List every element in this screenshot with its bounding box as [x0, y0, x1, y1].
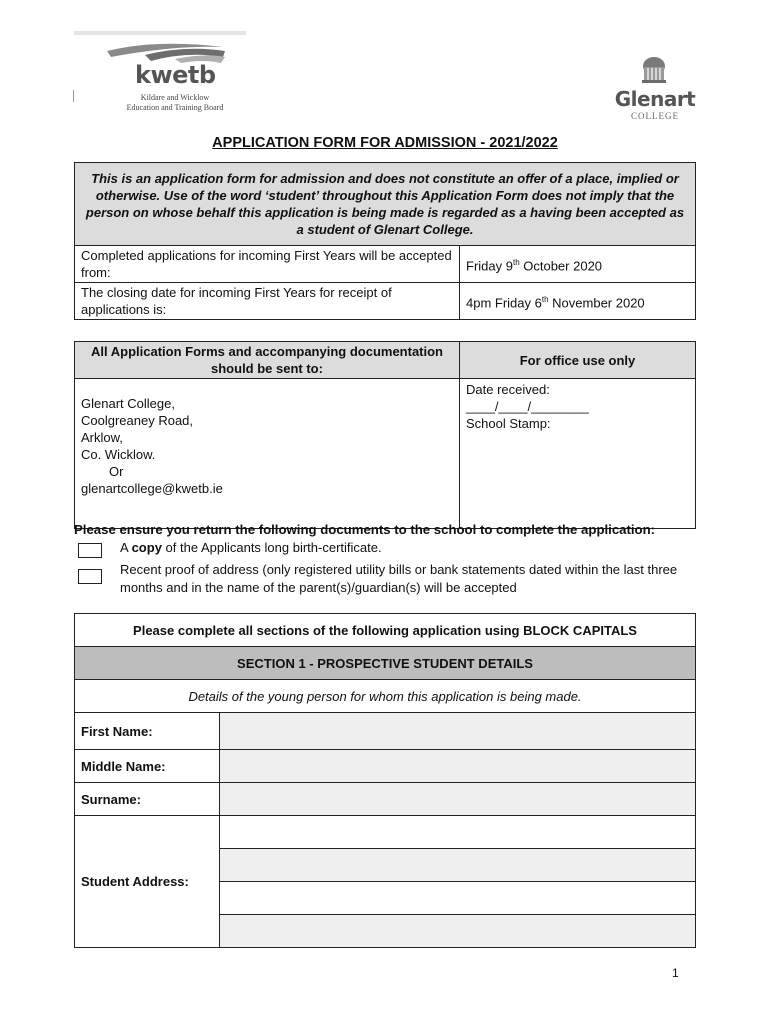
accepted-from-label: Completed applications for incoming First Years will be accepted from: — [75, 246, 460, 283]
middle-name-field[interactable] — [220, 750, 696, 783]
student-address-label: Student Address: — [75, 816, 220, 948]
closing-date-sup: th — [541, 294, 549, 304]
surname-field[interactable] — [220, 783, 696, 816]
school-stamp-label: School Stamp: — [466, 416, 551, 431]
section1-table — [74, 613, 696, 948]
closing-date-text: 4pm Friday 6 — [466, 295, 542, 311]
birth-cert-checkbox[interactable] — [78, 543, 102, 558]
accepted-date-month: October 2020 — [519, 258, 603, 274]
item1-post: of the Applicants long birth-certificate. — [161, 540, 382, 555]
margin-mark — [73, 90, 74, 102]
address-field-line2[interactable] — [220, 849, 696, 882]
middle-name-label: Middle Name: — [75, 750, 220, 783]
address-field-line1[interactable] — [220, 816, 696, 849]
first-name-label: First Name: — [75, 713, 220, 750]
proof-of-address-checkbox[interactable] — [78, 569, 102, 584]
address-line: Glenart College, — [81, 396, 175, 411]
birth-cert-item — [120, 539, 382, 557]
glenart-logo-subtext: COLLEGE — [631, 111, 679, 121]
surname-label: Surname: — [75, 783, 220, 816]
kwetb-subtitle-line2: Education and Training Board — [126, 103, 224, 112]
documents-title: Please ensure you return the following documents to the school to complete the application: — [74, 522, 656, 537]
address-line: Coolgreaney Road, — [81, 413, 194, 428]
office-use-header: For office use only — [460, 342, 696, 379]
date-received-field[interactable]: ____/____/________ — [466, 399, 589, 414]
address-field-line4[interactable] — [220, 915, 696, 948]
kwetb-logo-text: kwetb — [135, 61, 216, 89]
glenart-logo-text: Glenart — [614, 87, 696, 111]
postal-address — [75, 379, 460, 529]
send-to-table — [74, 341, 696, 529]
date-received-label: Date received: — [466, 382, 550, 397]
closing-date-label: The closing date for incoming First Years for receipt of applications is: — [75, 283, 460, 320]
disclaimer-notice: This is an application form for admission and does not constitute an offer of a place, implied or otherwise. Use of the word ‘student’ throughout this Application Form does not imply that the person on whose behalf this application is being made is regarded as a having been accepted as a student of Glenart College. — [75, 163, 696, 246]
address-line: Arklow, — [81, 430, 123, 445]
notice-table — [74, 162, 696, 320]
first-name-field[interactable] — [220, 713, 696, 750]
closing-date — [460, 283, 696, 320]
accepted-date-sup: th — [512, 257, 520, 267]
proof-of-address-item: Recent proof of address (only registered utility bills or bank statements dated within the last three months and in the name of the parent(s)/guardian(s) will be accepted — [120, 562, 678, 595]
office-use-box — [460, 379, 696, 529]
closing-date-month: November 2020 — [548, 295, 645, 311]
email-address: glenartcollege@kwetb.ie — [81, 481, 223, 496]
send-to-header: All Application Forms and accompanying documentation should be sent to: — [75, 342, 460, 379]
address-line: Co. Wicklow. — [81, 447, 156, 462]
header-rule — [74, 31, 246, 35]
accepted-from-date — [460, 246, 696, 283]
address-field-line3[interactable] — [220, 882, 696, 915]
accepted-date-text: Friday 9 — [466, 258, 513, 274]
kwetb-subtitle — [110, 93, 240, 113]
page-number: 1 — [672, 966, 679, 980]
section1-title: SECTION 1 - PROSPECTIVE STUDENT DETAILS — [75, 647, 696, 680]
item1-bold: copy — [131, 540, 162, 555]
item1-pre: A — [120, 540, 132, 555]
block-capitals-instruction: Please complete all sections of the following application using BLOCK CAPITALS — [75, 614, 696, 647]
kwetb-subtitle-line1: Kildare and Wicklow — [140, 93, 210, 102]
address-or: Or — [109, 464, 124, 479]
form-title: APPLICATION FORM FOR ADMISSION - 2021/2022 — [212, 135, 558, 151]
section1-subtitle: Details of the young person for whom this application is being made. — [75, 680, 696, 713]
